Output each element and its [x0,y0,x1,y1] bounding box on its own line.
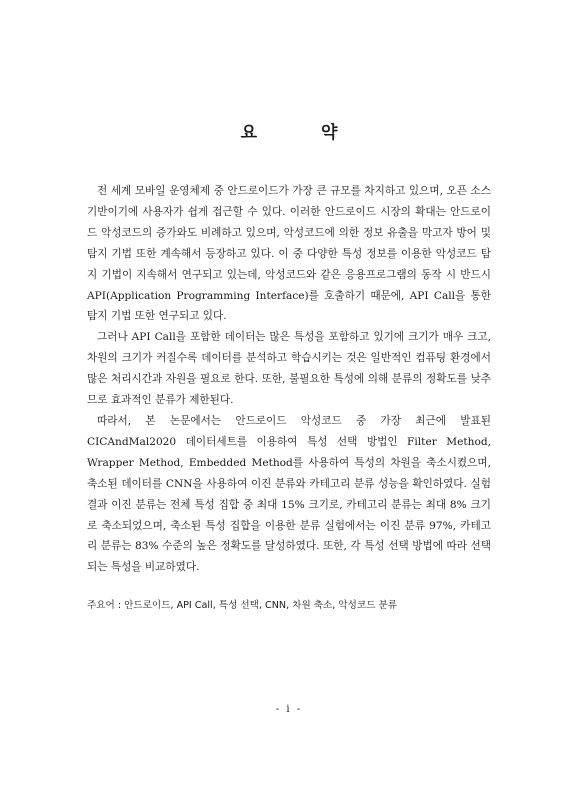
page-title: 요약 [240,123,402,143]
abstract-paragraph-3: 따라서, 본 논문에서는 안드로이드 악성코드 중 가장 최근에 발표된 CICAndMal2020 데이터세트를 이용하여 특성 선택 방법인 Filter Method, Wrapper Method, Embedded Method를 사용하여 특성의 차원을 축소시켰으며, 축소된 데이터를 CNN을 사용하여 이진 분류와 카테고리 분류 성능을 확인하였다. 실험 결과 이진 분류는 전체 특성 집합 중 최대 15% 크기로, 카테고리 분류는 최대 8% 크기로 축소되었으며, 축소된 특성 집합을 이용한 분류 실험에서는 이진 분류 97%, 카테고리 분류는 83% 수준의 높은 정확도를 달성하였다. 또한, 각 특성 선택 방법에 따라 선택되는 특성을 비교하였다. [87,414,491,574]
keywords-line: 주요어 : 안드로이드, API Call, 특성 선택, CNN, 차원 축소, 악성코드 분류 [87,600,398,611]
page-number: - i - [275,704,303,715]
abstract-paragraph-1: 전 세계 모바일 운영체제 중 안드로이드가 가장 큰 규모를 차지하고 있으며, 오픈 소스 기반이기에 사용자가 쉽게 접근할 수 있다. 이러한 안드로이드 시장의 확대는 안드로이드 악성코드의 증가와도 비례하고 있으며, 악성코드에 의한 정보 유출을 막고자 방어 및 탐지 기법 또한 계속해서 등장하고 있다. 이 중 다양한 특성 정보를 이용한 악성코드 탐지 기법이 지속해서 연구되고 있는데, 악성코드와 같은 응용프로그램의 동작 시 반드시 API(Application Programming Interface)를 호출하기 때문에, API Call을 통한 탐지 기법 또한 연구되고 있다. [87,185,491,323]
abstract-body [87,181,491,578]
abstract-paragraph-2: 그러나 API Call을 포함한 데이터는 많은 특성을 포함하고 있기에 크기가 매우 크고, 차원의 크기가 커질수록 데이터를 분석하고 학습시키는 것은 일반적인 컴퓨팅 환경에서 많은 처리시간과 자원을 필요로 한다. 또한, 불필요한 특성에 의해 분류의 정확도를 낮추므로 효과적인 분류가 제한된다. [87,331,491,407]
